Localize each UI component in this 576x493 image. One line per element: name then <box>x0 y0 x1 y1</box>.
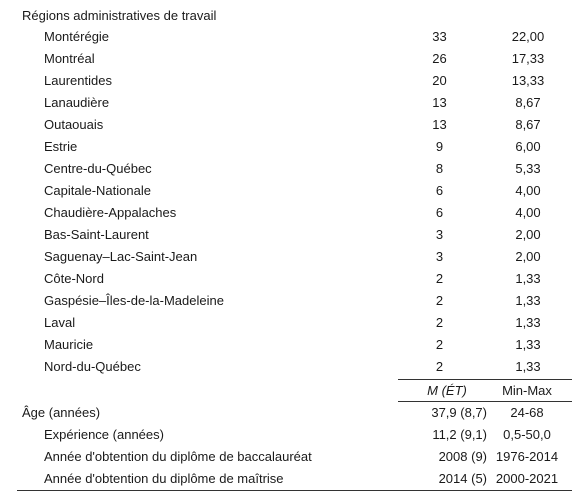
region-name: Capitale-Nationale <box>44 183 151 198</box>
region-percent: 8,67 <box>515 117 541 132</box>
region-count: 6 <box>435 183 444 198</box>
region-percent: 22,00 <box>511 29 545 44</box>
stat-range: 2000-2021 <box>495 471 559 486</box>
region-row <box>0 26 576 48</box>
region-count: 8 <box>435 161 444 176</box>
region-percent: 17,33 <box>511 51 545 66</box>
minmax-header: Min-Max <box>502 383 552 398</box>
region-percent: 4,00 <box>515 183 541 198</box>
region-row <box>0 224 576 246</box>
region-row <box>0 312 576 334</box>
stat-row <box>0 402 576 424</box>
region-percent: 1,33 <box>515 293 541 308</box>
region-name: Saguenay–Lac-Saint-Jean <box>44 249 198 264</box>
region-name: Montérégie <box>44 29 110 44</box>
region-name: Chaudière-Appalaches <box>44 205 177 220</box>
stats-header-row <box>0 380 576 402</box>
stat-mean-sd: 2014 (5) <box>438 471 487 486</box>
region-count: 13 <box>432 117 447 132</box>
region-percent: 5,33 <box>515 161 541 176</box>
stat-label: Âge (années) <box>22 405 101 420</box>
region-row <box>0 136 576 158</box>
region-count: 2 <box>435 315 444 330</box>
region-percent: 1,33 <box>515 337 541 352</box>
region-row <box>0 246 576 268</box>
region-percent: 13,33 <box>511 73 545 88</box>
stat-range: 0,5-50,0 <box>503 427 551 442</box>
region-count: 6 <box>435 205 444 220</box>
region-name: Centre-du-Québec <box>44 161 152 176</box>
region-row <box>0 290 576 312</box>
stat-label: Année d'obtention du diplôme de baccalauréat <box>44 449 312 464</box>
region-percent: 4,00 <box>515 205 541 220</box>
region-percent: 1,33 <box>515 271 541 286</box>
region-row <box>0 202 576 224</box>
region-percent: 8,67 <box>515 95 541 110</box>
region-percent: 2,00 <box>515 249 541 264</box>
stat-row <box>0 424 576 446</box>
region-row <box>0 48 576 70</box>
region-row <box>0 268 576 290</box>
region-row <box>0 180 576 202</box>
region-count: 2 <box>435 271 444 286</box>
region-count: 2 <box>435 293 444 308</box>
region-row <box>0 114 576 136</box>
region-percent: 1,33 <box>515 359 541 374</box>
region-row <box>0 92 576 114</box>
stat-row <box>0 468 576 490</box>
region-count: 2 <box>435 359 444 374</box>
region-count: 33 <box>432 29 447 44</box>
stat-label: Année d'obtention du diplôme de maîtrise <box>44 471 284 486</box>
region-row <box>0 70 576 92</box>
section-title-row <box>0 5 576 27</box>
region-row <box>0 158 576 180</box>
region-name: Outaouais <box>44 117 104 132</box>
region-percent: 2,00 <box>515 227 541 242</box>
region-name: Laurentides <box>44 73 112 88</box>
region-percent: 6,00 <box>515 139 541 154</box>
m-et-header: M (ÉT) <box>427 383 467 398</box>
region-count: 3 <box>435 249 444 264</box>
region-name: Gaspésie–Îles-de-la-Madeleine <box>44 293 224 308</box>
region-row <box>0 356 576 378</box>
region-name: Côte-Nord <box>44 271 104 286</box>
region-name: Bas-Saint-Laurent <box>44 227 149 242</box>
table-bottom-rule <box>17 490 572 491</box>
region-name: Laval <box>44 315 76 330</box>
region-row <box>0 334 576 356</box>
region-name: Estrie <box>44 139 78 154</box>
region-percent: 1,33 <box>515 315 541 330</box>
region-name: Montréal <box>44 51 95 66</box>
region-count: 2 <box>435 337 444 352</box>
region-count: 13 <box>432 95 447 110</box>
section-title: Régions administratives de travail <box>22 8 217 23</box>
stat-range: 24-68 <box>510 405 544 420</box>
region-count: 26 <box>432 51 447 66</box>
region-count: 9 <box>435 139 444 154</box>
region-count: 3 <box>435 227 444 242</box>
stat-range: 1976-2014 <box>495 449 559 464</box>
stat-mean-sd: 11,2 (9,1) <box>432 427 487 442</box>
stat-mean-sd: 2008 (9) <box>438 449 487 464</box>
stat-mean-sd: 37,9 (8,7) <box>431 405 487 420</box>
stat-row <box>0 446 576 468</box>
stat-label: Expérience (années) <box>44 427 164 442</box>
region-name: Nord-du-Québec <box>44 359 141 374</box>
region-name: Lanaudière <box>44 95 110 110</box>
region-name: Mauricie <box>44 337 94 352</box>
region-count: 20 <box>432 73 447 88</box>
